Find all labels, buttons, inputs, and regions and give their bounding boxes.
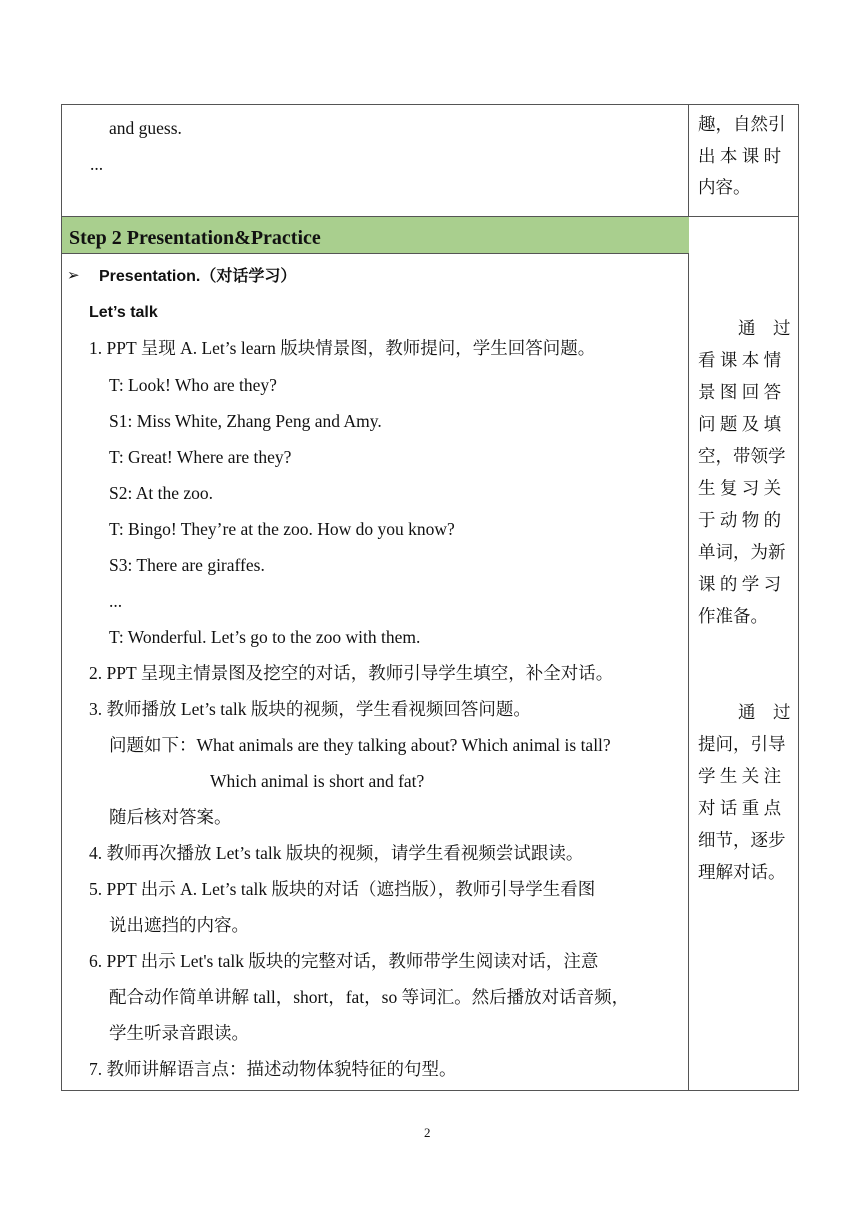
top-cell-line-2: ... [90,154,104,174]
page-number: 2 [424,1125,431,1140]
presentation-label: Presentation.（对话学习） [99,268,297,285]
lets-talk-label: Let’s talk [89,304,158,321]
side-note-1-line: 问 题 及 填 [698,414,782,434]
side-note-2-line: 学 生 关 注 [698,766,782,786]
side-note-2-line: 理解对话。 [698,862,786,882]
side-note-2-line: 细节，逐步 [698,830,786,850]
step-heading: Step 2 Presentation&Practice [69,227,321,249]
top-side-note-line-3: 内容。 [698,177,751,197]
body-line: 3. 教师播放 Let’s talk 版块的视频，学生看视频回答问题。 [89,699,531,719]
step-heading-underline [61,253,689,254]
body-line: 4. 教师再次播放 Let’s talk 版块的视频，请学生看视频尝试跟读。 [89,843,584,863]
side-note-2-line: 提问，引导 [698,734,786,754]
body-line: 2. PPT 呈现主情景图及挖空的对话，教师引导学生填空，补全对话。 [89,663,614,683]
side-note-1-line: 于 动 物 的 [698,510,782,530]
body-line: Which animal is short and fat? [210,771,425,791]
bullet-arrow-icon: ➢ [67,266,80,284]
side-note-1-line: 看 课 本 情 [698,350,782,370]
body-line: S2: At the zoo. [109,483,214,503]
body-line: 随后核对答案。 [109,807,232,827]
body-line: 7. 教师讲解语言点：描述动物体貌特征的句型。 [89,1059,457,1079]
body-line: S3: There are giraffes. [109,555,265,575]
body-line: T: Bingo! They’re at the zoo. How do you know? [109,519,455,539]
top-side-note-line-2: 出 本 课 时 [698,146,782,166]
side-note-1-line: 单词，为新 [698,542,786,562]
top-side-note-line-1: 趣，自然引 [698,114,786,134]
body-line: T: Look! Who are they? [109,375,277,395]
side-note-1-line: 空，带领学 [698,446,786,466]
body-line: 配合动作简单讲解 tall，short，fat，so 等词汇。然后播放对话音频， [109,987,630,1007]
body-line: T: Wonderful. Let’s go to the zoo with them. [109,627,421,647]
body-line: 问题如下：What animals are they talking about? Which animal is tall? [109,735,611,755]
side-note-1-line: 景 图 回 答 [698,382,782,402]
side-note-1-line: 通 过 [738,318,791,338]
side-note-1-line: 作准备。 [698,606,768,626]
side-note-1-line: 课 的 学 习 [698,574,782,594]
body-line: 说出遮挡的内容。 [109,915,249,935]
body-line: 6. PPT 出示 Let's talk 版块的完整对话，教师带学生阅读对话，注意 [89,951,599,971]
body-line: T: Great! Where are they? [109,447,292,467]
body-line: S1: Miss White, Zhang Peng and Amy. [109,411,382,431]
top-cell-line-1: and guess. [109,118,182,138]
body-line: 学生听录音跟读。 [109,1023,249,1043]
side-note-2-line: 对 话 重 点 [698,798,782,818]
table-border-right [798,104,799,1091]
body-line: ... [109,591,123,611]
body-line: 5. PPT 出示 A. Let’s talk 版块的对话（遮挡版），教师引导学生看图 [89,879,596,899]
body-line: 1. PPT 呈现 A. Let’s learn 版块情景图，教师提问，学生回答问题。 [89,338,596,358]
side-note-2-line: 通 过 [738,702,791,722]
side-note-1-line: 生 复 习 关 [698,478,782,498]
